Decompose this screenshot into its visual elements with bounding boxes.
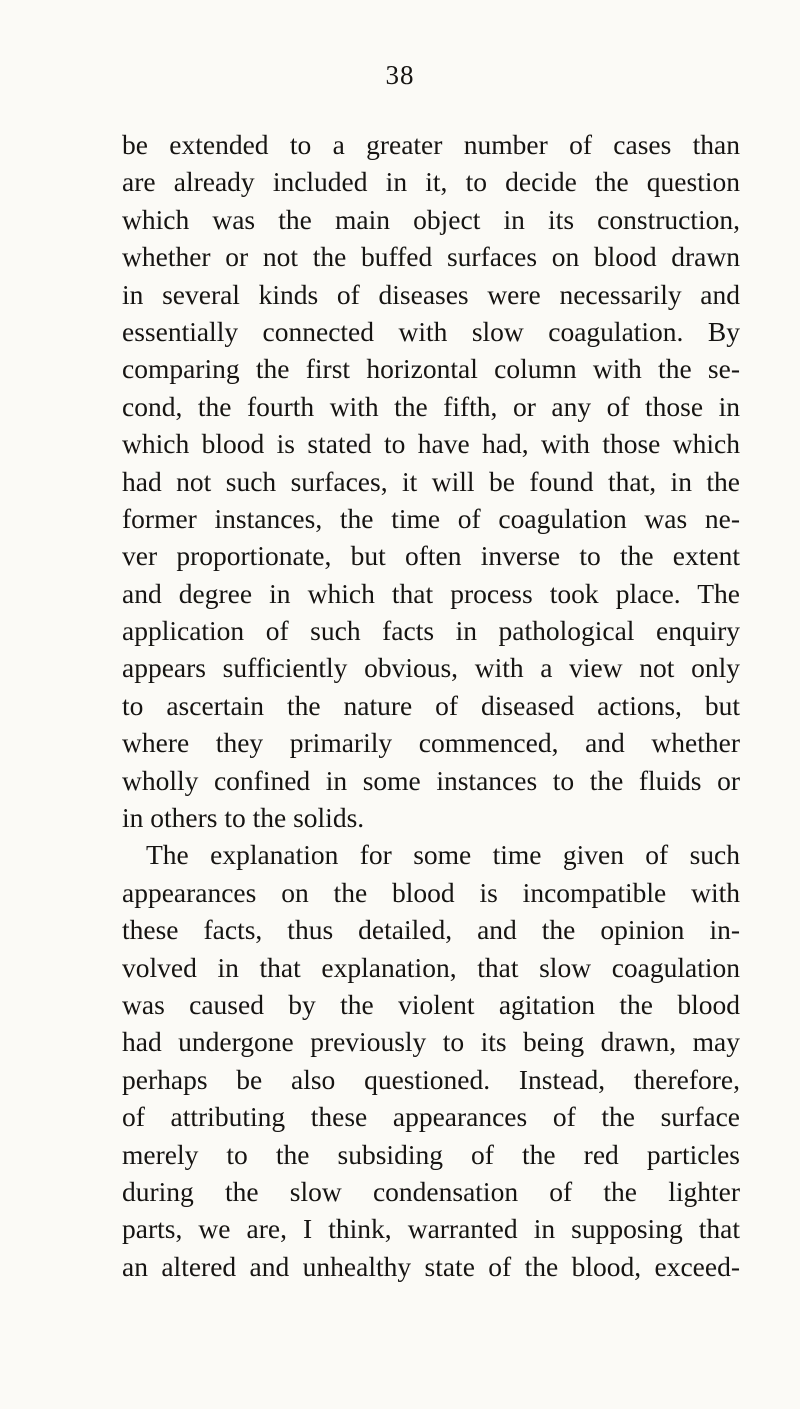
text-line: application of such facts in pathological enquiry (122, 615, 740, 647)
page-number: 38 (385, 60, 415, 90)
text-line: ver proportionate, but often inverse to the extent (122, 540, 740, 572)
text-line: had not such surfaces, it will be found that, in the (122, 465, 740, 497)
text-line: these facts, thus detailed, and the opinion in- (122, 914, 740, 946)
paragraph-end-line: in others to the solids. (122, 802, 365, 834)
text-line: of attributing these appearances of the surface (122, 1101, 740, 1133)
text-line: wholly confined in some instances to the fluids or (122, 764, 740, 796)
paragraph-start-line: The explanation for some time given of such (146, 839, 740, 871)
text-line: which blood is stated to have had, with those which (122, 428, 740, 460)
body-text (122, 126, 740, 1285)
text-line: appears sufficiently obvious, with a view not only (122, 652, 740, 684)
text-line: former instances, the time of coagulation was ne- (122, 502, 740, 534)
text-line: in several kinds of diseases were necessarily and (122, 278, 740, 310)
text-line: was caused by the violent agitation the blood (122, 988, 740, 1020)
text-line: to ascertain the nature of diseased actions, but (122, 689, 740, 721)
text-line: comparing the first horizontal column with the se- (122, 353, 740, 385)
text-line: during the slow condensation of the lighter (122, 1175, 740, 1207)
text-line: volved in that explanation, that slow coagulation (122, 951, 740, 983)
text-line: whether or not the buffed surfaces on blood drawn (122, 241, 740, 273)
text-line: appearances on the blood is incompatible with (122, 876, 740, 908)
text-line: which was the main object in its construction, (122, 203, 740, 235)
text-line: merely to the subsiding of the red particles (122, 1138, 740, 1170)
text-line: be extended to a greater number of cases than (122, 129, 740, 160)
text-line: cond, the fourth with the fifth, or any of those in (122, 390, 740, 422)
text-line: where they primarily commenced, and whether (122, 727, 740, 759)
text-line: and degree in which that process took place. The (122, 577, 740, 609)
text-line: essentially connected with slow coagulation. By (122, 315, 740, 347)
text-line: an altered and unhealthy state of the blood, exceed- (122, 1250, 740, 1282)
text-line: perhaps be also questioned. Instead, therefore, (122, 1063, 740, 1095)
text-line: had undergone previously to its being drawn, may (122, 1026, 740, 1058)
text-line: parts, we are, I think, warranted in supposing that (122, 1213, 740, 1245)
text-line: are already included in it, to decide the question (122, 166, 740, 198)
